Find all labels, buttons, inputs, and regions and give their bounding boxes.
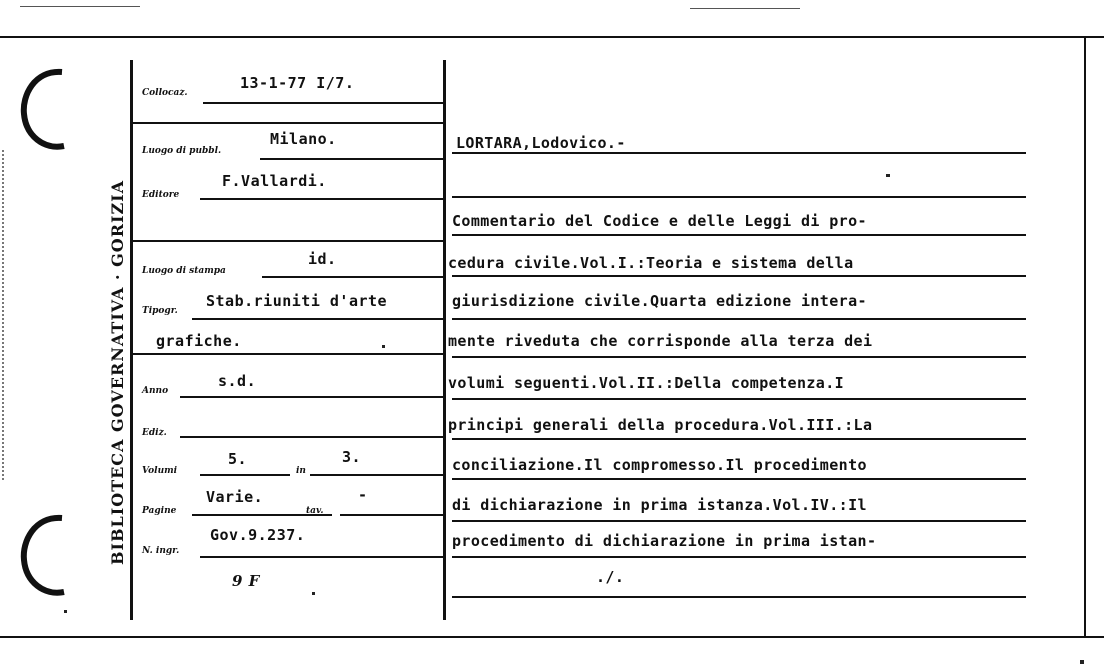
- description-line-2: cedura civile.Vol.I.:Teoria e sistema della: [448, 254, 854, 272]
- description-line-7: conciliazione.Il compromesso.Il procedimento: [452, 456, 867, 474]
- continuation-mark: ./.: [596, 568, 625, 586]
- value-pagine: Varie.: [206, 488, 264, 506]
- rule-right-10: [452, 556, 1026, 558]
- description-line-6: principi generali della procedura.Vol.III.:La: [448, 416, 873, 434]
- card-bottom-border: [0, 636, 1104, 638]
- rule-right-7: [452, 438, 1026, 440]
- label-volumi: Volumi: [142, 466, 178, 476]
- label-n-ingr: N. ingr.: [142, 546, 180, 556]
- label-collocazione: Collocaz.: [142, 88, 188, 98]
- rule-section-2: [131, 240, 443, 242]
- scan-speck: [64, 610, 67, 613]
- rule-right-3: [452, 275, 1026, 277]
- rule-volumi-in: [310, 474, 443, 476]
- rule-anno: [180, 396, 443, 398]
- label-luogo-pubbl: Luogo di pubbl.: [142, 146, 222, 156]
- card-right-border: [1084, 36, 1086, 636]
- rule-right-2: [452, 234, 1026, 236]
- rule-right-5: [452, 356, 1026, 358]
- rule-right-6: [452, 398, 1026, 400]
- rule-right-9: [452, 520, 1026, 522]
- rule-ediz: [180, 436, 443, 438]
- label-volumi-in: in: [296, 466, 306, 476]
- scan-speck: [382, 345, 385, 348]
- value-tipogr-cont: grafiche.: [156, 332, 242, 350]
- scan-speck: [1080, 660, 1084, 664]
- rule-right-4: [452, 318, 1026, 320]
- value-luogo-pubbl: Milano.: [270, 130, 337, 148]
- description-line-3: giurisdizione civile.Quarta edizione intera-: [452, 292, 867, 310]
- description-line-5: volumi seguenti.Vol.II.:Della competenza.I: [448, 374, 845, 392]
- description-line-1: Commentario del Codice e delle Leggi di pro-: [452, 212, 867, 230]
- value-editore: F.Vallardi.: [222, 172, 327, 190]
- rule-luogo-stampa: [262, 276, 443, 278]
- value-volumi: 5.: [228, 450, 248, 468]
- label-editore: Editore: [142, 190, 180, 200]
- binder-hole-top-icon: [14, 66, 74, 156]
- value-n-ingr-extra: 9 F: [232, 572, 260, 590]
- card-top-border: [0, 36, 1104, 38]
- rule-luogo-pubbl: [260, 158, 443, 160]
- value-collocazione: 13-1-77 I/7.: [240, 74, 355, 92]
- value-volumi-in: 3.: [342, 448, 362, 466]
- label-anno: Anno: [142, 386, 169, 396]
- label-ediz: Ediz.: [142, 428, 167, 438]
- author-heading: LORTARA,Lodovico.-: [456, 134, 626, 152]
- label-pagine-tav: tav.: [306, 506, 324, 516]
- label-tipogr: Tipogr.: [142, 306, 178, 316]
- rule-right-8: [452, 478, 1026, 480]
- value-pagine-tav: -: [358, 486, 368, 504]
- rule-author: [452, 152, 1026, 154]
- rule-editore: [200, 198, 443, 200]
- rule-collocaz: [203, 102, 443, 104]
- rule-tipogr: [192, 318, 443, 320]
- description-line-4: mente riveduta che corrisponde alla terza dei: [448, 332, 873, 350]
- binder-hole-bottom-icon: [14, 512, 74, 602]
- left-column-rule: [130, 60, 133, 620]
- rule-tipogr-2: [131, 353, 443, 355]
- scan-speck: [312, 592, 315, 595]
- rule-right-11: [452, 596, 1026, 598]
- description-line-9: procedimento di dichiarazione in prima istan-: [452, 532, 877, 550]
- value-luogo-stampa: id.: [308, 250, 337, 268]
- rule-section-1: [131, 122, 443, 124]
- label-pagine: Pagine: [142, 506, 177, 516]
- library-stamp: BIBLIOTECA GOVERNATIVA · GORIZIA: [108, 179, 127, 565]
- left-edge-noise: [2, 150, 10, 480]
- top-edge-dashes-2: [690, 8, 800, 9]
- value-anno: s.d.: [218, 372, 257, 390]
- value-tipogr: Stab.riuniti d'arte: [206, 292, 388, 310]
- label-luogo-stampa: Luogo di stampa: [142, 266, 226, 276]
- rule-volumi: [200, 474, 290, 476]
- value-n-ingr: Gov.9.237.: [210, 526, 306, 544]
- rule-right-1: [452, 196, 1026, 198]
- description-line-8: di dichiarazione in prima istanza.Vol.IV.:Il: [452, 496, 867, 514]
- top-edge-dashes: [20, 6, 140, 7]
- rule-ningr: [200, 556, 443, 558]
- scan-speck: [886, 174, 890, 177]
- middle-column-rule: [443, 60, 446, 620]
- rule-pagine-tav: [340, 514, 443, 516]
